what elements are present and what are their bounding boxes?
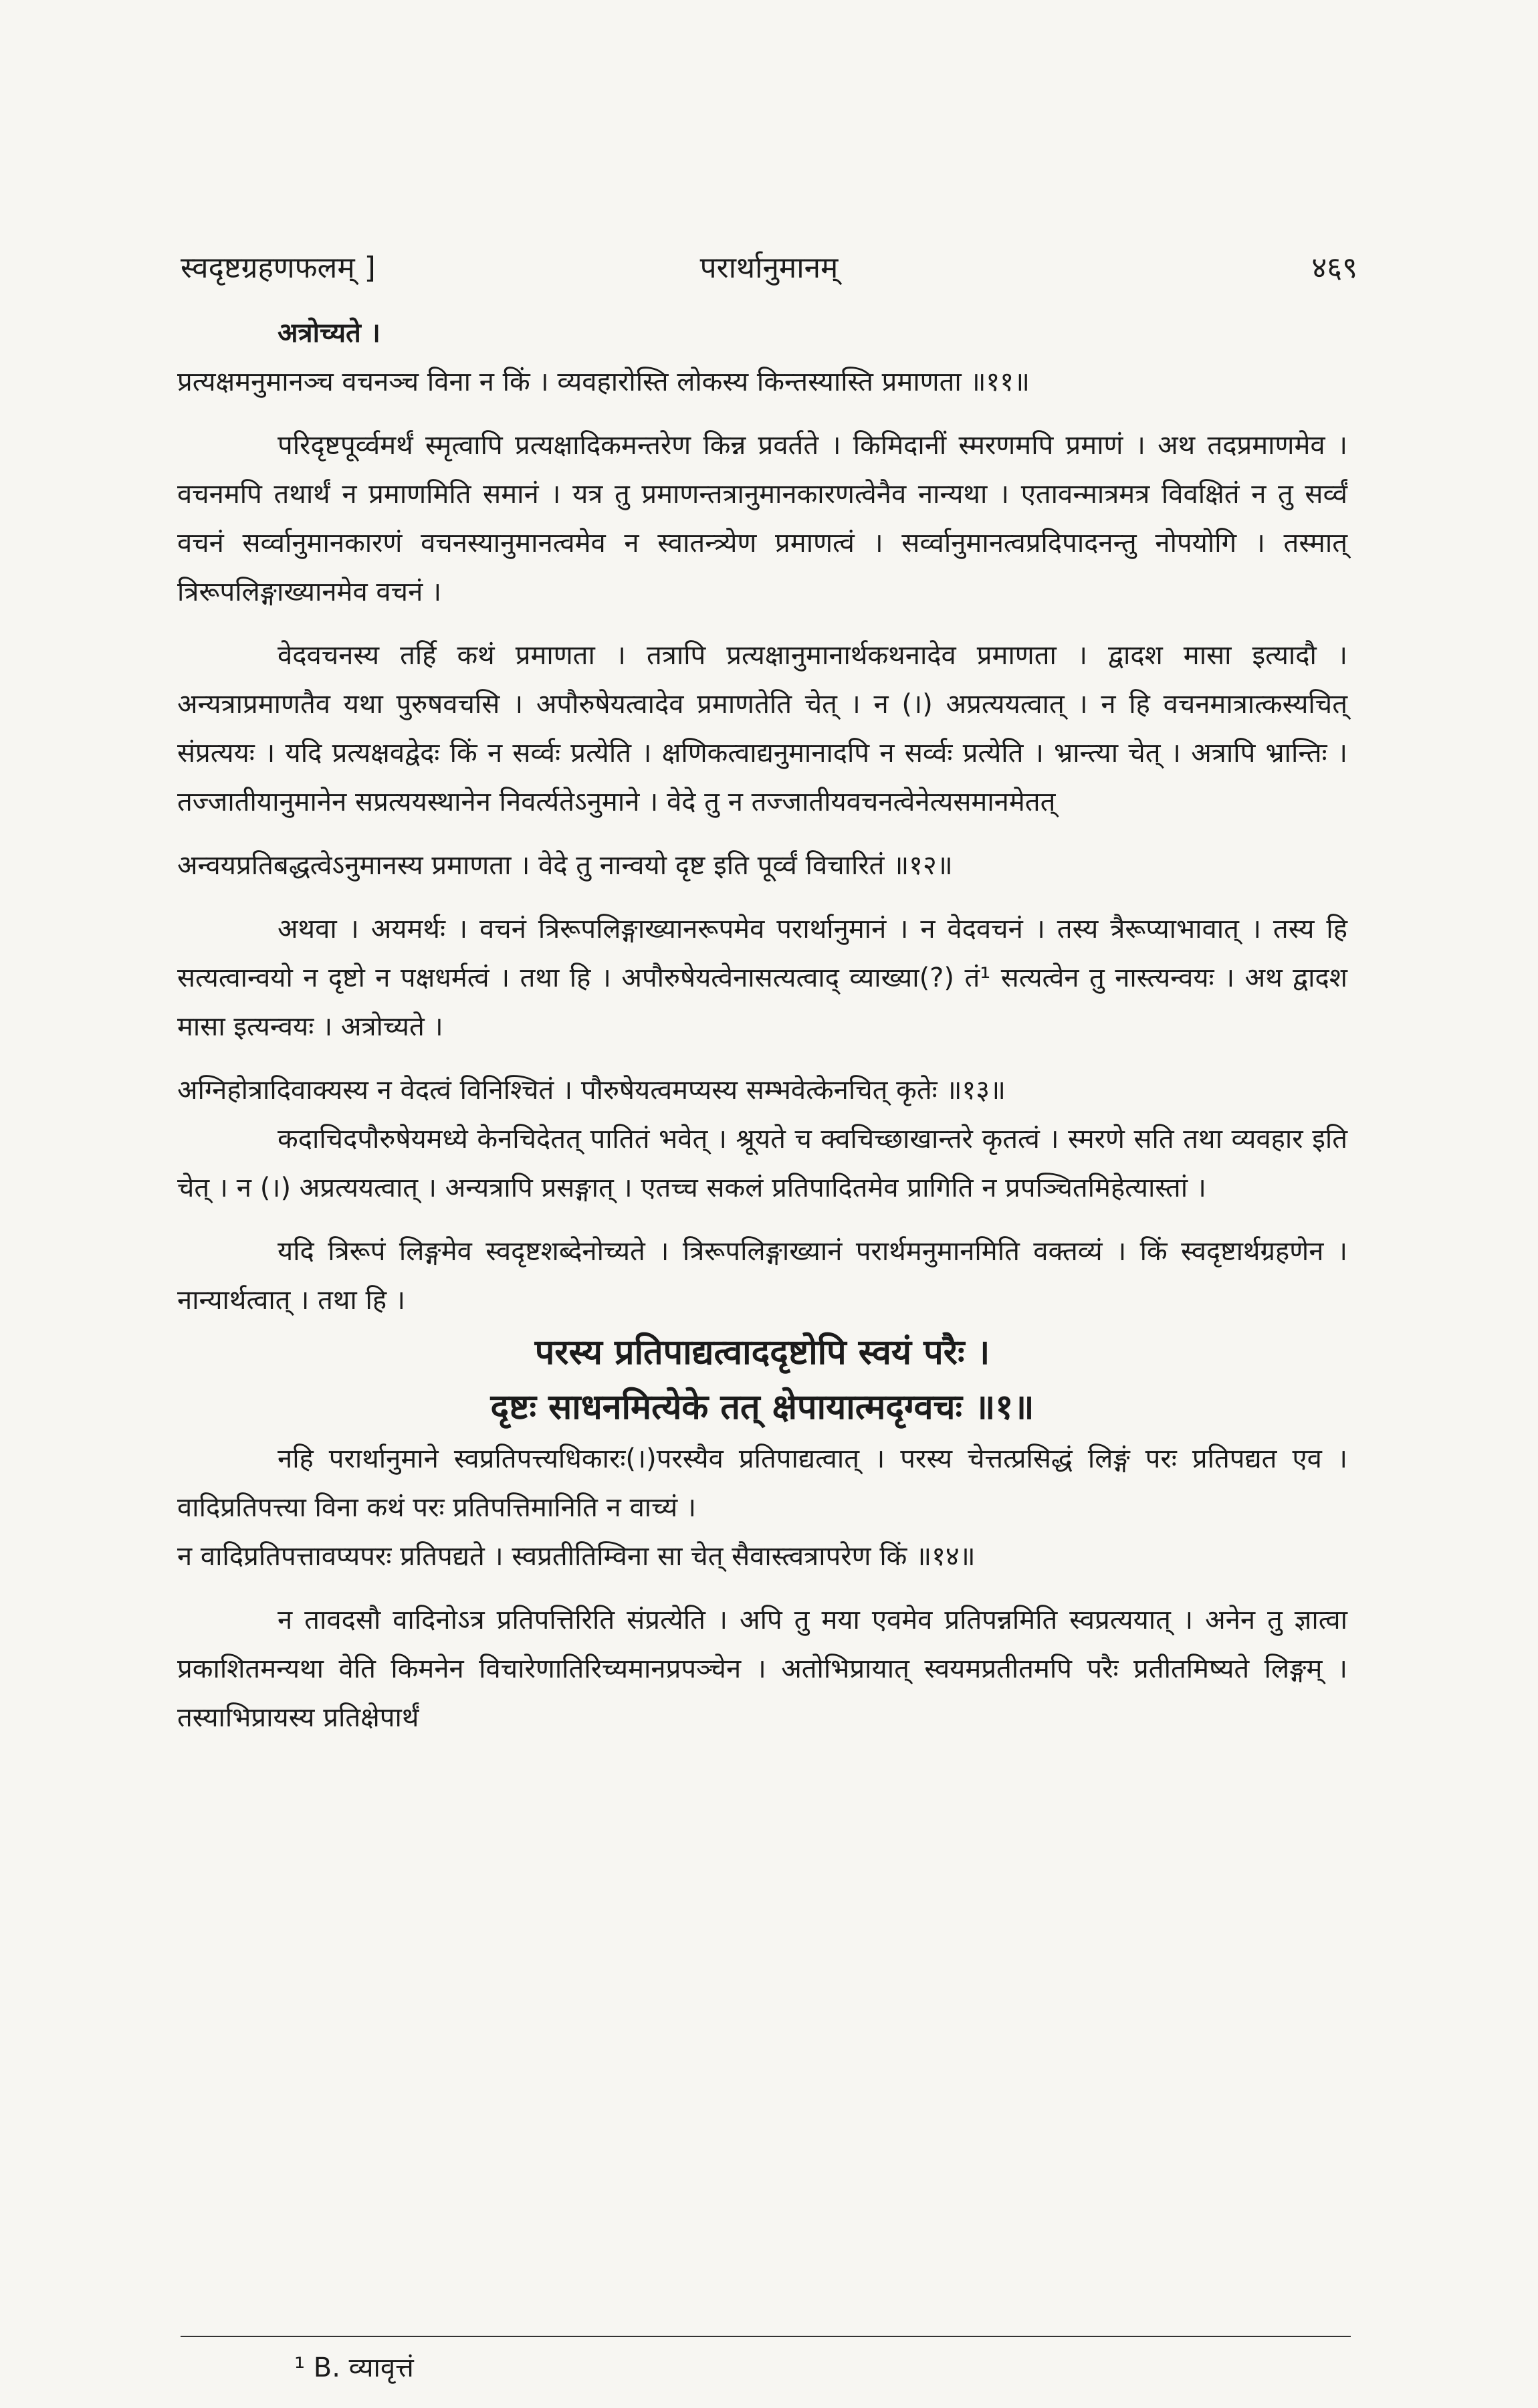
commentary-paragraph: न तावदसौ वादिनोऽत्र प्रतिपत्तिरिति संप्रत्येति । अपि तु मया एवमेव प्रतिपन्नमिति स्वप्रत्ययात् । अनेन तु ज्ञात्वा प्रकाशितमन्यथा वेति किमनेन विचारेणातिरिच्यमानप्रपञ्चेन । अतोभिप्रायात् स्वयमप्रतीतमपि परैः प्रतीतमिष्यते लिङ्गम् । तस्याभिप्रायस्य प्रतिक्षेपार्थं bbox=[177, 1605, 1347, 1733]
commentary-paragraph: अथवा । अयमर्थः । वचनं त्रिरूपलिङ्गाख्यानरूपमेव परार्थानुमानं । न वेदवचनं । तस्य त्रैरूप्याभावात् । तस्य हि सत्यत्वान्वयो न दृष्टो न पक्षधर्मत्वं । तथा हि । अपौरुषेयत्वेनासत्यत्वाद् व्याख्या(?) तं¹ सत्यत्वेन तु नास्त्यन्वयः । अथ द्वादश मासा इत्यन्वयः । अत्रोच्यते । bbox=[177, 914, 1347, 1042]
main-text bbox=[177, 309, 1347, 1742]
commentary-paragraph: नहि परार्थानुमाने स्वप्रतिपत्त्यधिकारः(।)परस्यैव प्रतिपाद्यत्वात् । परस्य चेत्तत्प्रसिद्धं लिङ्गं परः प्रतिपद्यत एव । वादिप्रतिपत्त्या विना कथं परः प्रतिपत्तिमानिति न वाच्यं । bbox=[177, 1443, 1347, 1523]
karika-line-2: दृष्टः साधनमित्येके तत् क्षेपायात्मदृग्वचः ॥१॥ bbox=[490, 1387, 1034, 1427]
karika-line-1: परस्य प्रतिपाद्यत्वाददृष्टोपि स्वयं परैः । bbox=[534, 1332, 990, 1373]
page-number: ४६९ bbox=[1311, 251, 1357, 285]
header-section-title: स्वदृष्टग्रहणफलम् ] bbox=[181, 251, 376, 285]
header-chapter-title: परार्थानुमानम् bbox=[699, 251, 839, 285]
verse-11: प्रत्यक्षमनुमानञ्च वचनञ्च विना न किं । व्यवहारोस्ति लोकस्य किन्तस्यास्ति प्रमाणता ॥११॥ bbox=[177, 367, 1030, 397]
verse-12: अन्वयप्रतिबद्धत्वेऽनुमानस्य प्रमाणता । वेदे तु नान्वयो दृष्ट इति पूर्व्वं विचारितं ॥१२॥ bbox=[177, 850, 953, 881]
commentary-paragraph: वेदवचनस्य तर्हि कथं प्रमाणता । तत्रापि प्रत्यक्षानुमानार्थकथनादेव प्रमाणता । द्वादश मासा इत्यादौ । अन्यत्राप्रमाणतैव यथा पुरुषवचसि । अपौरुषेयत्वादेव प्रमाणतेति चेत् । न (।) अप्रत्ययत्वात् । न हि वचनमात्रात्कस्यचित् संप्रत्ययः । यदि प्रत्यक्षवद्वेदः किं न सर्व्वः प्रत्येति । क्षणिकत्वाद्यनुमानादपि न सर्व्वः प्रत्येति । भ्रान्त्या चेत् । अत्रापि भ्रान्तिः । तज्जातीयानुमानेन सप्रत्ययस्थानेन निवर्त्यतेऽनुमाने । वेदे तु न तज्जातीयवचनत्वेनेत्यसमानमेतत् bbox=[177, 640, 1347, 817]
running-header bbox=[181, 246, 1357, 300]
footnote-rule bbox=[181, 2336, 1351, 2337]
intro-line: अत्रोच्यते । bbox=[278, 318, 380, 348]
verse-13: अग्निहोत्रादिवाक्यस्य न वेदत्वं विनिश्चितं । पौरुषेयत्वमप्यस्य सम्भवेत्केनचित् कृतेः ॥१३॥ bbox=[177, 1075, 1006, 1106]
commentary-paragraph: यदि त्रिरूपं लिङ्गमेव स्वदृष्टशब्देनोच्यते । त्रिरूपलिङ्गाख्यानं परार्थमनुमानमिति वक्तव्यं । किं स्वदृष्टार्थग्रहणेन । नान्यार्थत्वात् । तथा हि । bbox=[177, 1236, 1347, 1316]
footnote: ¹ B. व्यावृत्तं bbox=[294, 2352, 414, 2383]
commentary-paragraph: कदाचिदपौरुषेयमध्ये केनचिदेतत् पातितं भवेत् । श्रूयते च क्वचिच्छाखान्तरे कृतत्वं । स्मरणे सति तथा व्यवहार इति चेत् । न (।) अप्रत्ययत्वात् । अन्यत्रापि प्रसङ्गात् । एतच्च सकलं प्रतिपादितमेव प्रागिति न प्रपञ्चितमिहेत्यास्तां । bbox=[177, 1124, 1347, 1203]
verse-14: न वादिप्रतिपत्तावप्यपरः प्रतिपद्यते । स्वप्रतीतिम्विना सा चेत् सैवास्त्वत्रापरेण किं ॥१४॥ bbox=[177, 1541, 976, 1572]
commentary-paragraph: परिदृष्टपूर्व्वमर्थं स्मृत्वापि प्रत्यक्षादिकमन्तरेण किन्न प्रवर्तते । किमिदानीं स्मरणमपि प्रमाणं । अथ तदप्रमाणमेव । वचनमपि तथार्थं न प्रमाणमिति समानं । यत्र तु प्रमाणन्तत्रानुमानकारणत्वेनैव नान्यथा । एतावन्मात्रमत्र विवक्षितं न तु सर्व्वं वचनं सर्व्वानुमानकारणं वचनस्यानुमानत्वमेव न स्वातन्त्र्येण प्रमाणत्वं । सर्व्वानुमानत्वप्रदिपादनन्तु नोपयोगि । तस्मात् त्रिरूपलिङ्गाख्यानमेव वचनं । bbox=[177, 430, 1347, 607]
